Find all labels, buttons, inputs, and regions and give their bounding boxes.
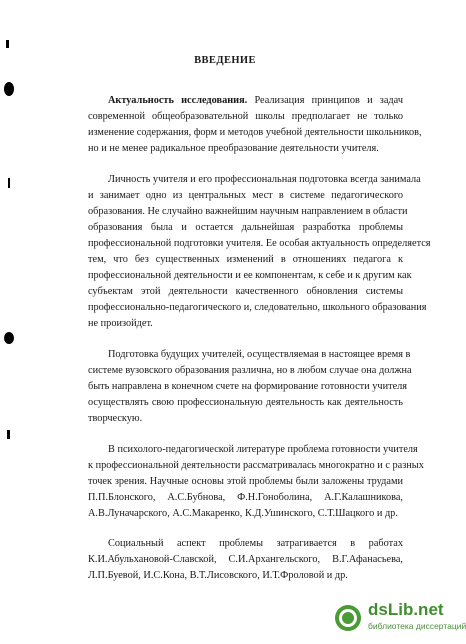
scan-artifact: [6, 40, 9, 48]
text-line: [88, 381, 408, 393]
text-line: [88, 554, 403, 566]
text-line: [88, 222, 403, 234]
line-text: и занимает одно из центральных мест в системе педагогического: [88, 190, 403, 201]
text-line: [88, 111, 403, 123]
line-text: не произойдет.: [88, 318, 153, 329]
line-text: быть направлена в конечном счете на формирование готовности учителя: [88, 381, 408, 392]
line-text: изменение содержания, форм и методов учебной деятельности школьников,: [88, 127, 422, 138]
watermark-logo: [334, 600, 466, 636]
line-text: П.П.Блонского, А.С.Бубнова, Ф.Н.Гоноболина, А.Г.Калашникова,: [88, 492, 403, 503]
line-text: современной общеобразовательной школы предполагает не только: [88, 111, 403, 122]
text-line: [88, 413, 403, 425]
line-text: Подготовка будущих учителей, осуществляемая в настоящее время в: [108, 349, 411, 360]
text-line: [88, 570, 403, 582]
text-line: [88, 302, 427, 314]
line-text: В психолого-педагогической литературе проблема готовности учителя: [108, 444, 418, 455]
line-text: К.И.Абульхановой-Славской, С.И.Архангельского, В.Г.Афанасьева,: [88, 554, 403, 565]
text-line: [108, 174, 421, 186]
line-text: тем, что без существенных изменений в отношениях педагога к: [88, 254, 403, 265]
bold-lead: Актуальность исследования.: [108, 95, 248, 106]
line-text: Социальный аспект проблемы затрагивается в работах: [108, 538, 403, 549]
line-text: Л.П.Буевой, И.С.Кона, В.Т.Лисовского, И.Т.Фроловой и др.: [88, 570, 348, 581]
text-line: [88, 190, 403, 202]
line-text: творческую.: [88, 413, 143, 424]
scan-artifact: [7, 430, 10, 439]
dslib-badge-icon: [334, 604, 362, 632]
line-text: осуществлять свою профессиональную деятельность как деятельность: [88, 397, 403, 408]
text-line: [108, 444, 418, 456]
text-line: [88, 254, 403, 266]
line-text: образования была и остается дальнейшая разработка проблемы: [88, 222, 403, 233]
text-line: [88, 238, 431, 250]
line-text: образования. Не случайно важнейшим научным направлением в области: [88, 206, 408, 217]
punch-hole-mark: [4, 82, 14, 96]
text-line: [88, 143, 403, 155]
text-line: [88, 206, 408, 218]
line-text: но и не менее радикальное преобразование деятельности учителя.: [88, 143, 379, 154]
text-line: [88, 476, 403, 488]
text-line: [88, 460, 424, 472]
line-text: профессионально-педагогического и, следовательно, школьного образования: [88, 302, 427, 313]
line-text: Реализация принципов и задач: [247, 95, 403, 106]
line-text: системе вузовского образования различна, но в любом случае она должна: [88, 365, 412, 376]
text-line: [108, 538, 403, 550]
line-text: Личность учителя и его профессиональная подготовка всегда занимала: [108, 174, 421, 185]
text-line: [88, 365, 412, 377]
text-line: [88, 318, 403, 330]
page-title: ВВЕДЕНИЕ: [194, 55, 256, 66]
watermark-subtitle: библиотека диссертаций: [368, 621, 466, 631]
text-line: [88, 270, 412, 282]
watermark-title: dsLib.net: [368, 600, 444, 619]
line-text: точек зрения. Научные основы этой проблемы были заложены трудами: [88, 476, 403, 487]
text-line: [88, 397, 403, 409]
text-line: [88, 508, 403, 520]
punch-hole-mark: [4, 332, 14, 344]
line-text: профессиональной подготовки учителя. Ее особая актуальность определяется: [88, 238, 431, 249]
text-line: [108, 95, 403, 107]
text-line: [88, 127, 422, 139]
text-line: [108, 349, 411, 361]
line-text: субъектам этой деятельности качественного обновления системы: [88, 286, 403, 297]
text-line: [88, 286, 403, 298]
scan-artifact: [8, 178, 10, 188]
text-line: [88, 492, 403, 504]
line-text: А.В.Луначарского, А.С.Макаренко, К.Д.Ушинского, С.Т.Шацкого и др.: [88, 508, 398, 519]
line-text: профессиональной деятельности и ее компонентам, к себе и к другим как: [88, 270, 412, 281]
line-text: к профессиональной деятельности рассматривалась многократно и с разных: [88, 460, 424, 471]
